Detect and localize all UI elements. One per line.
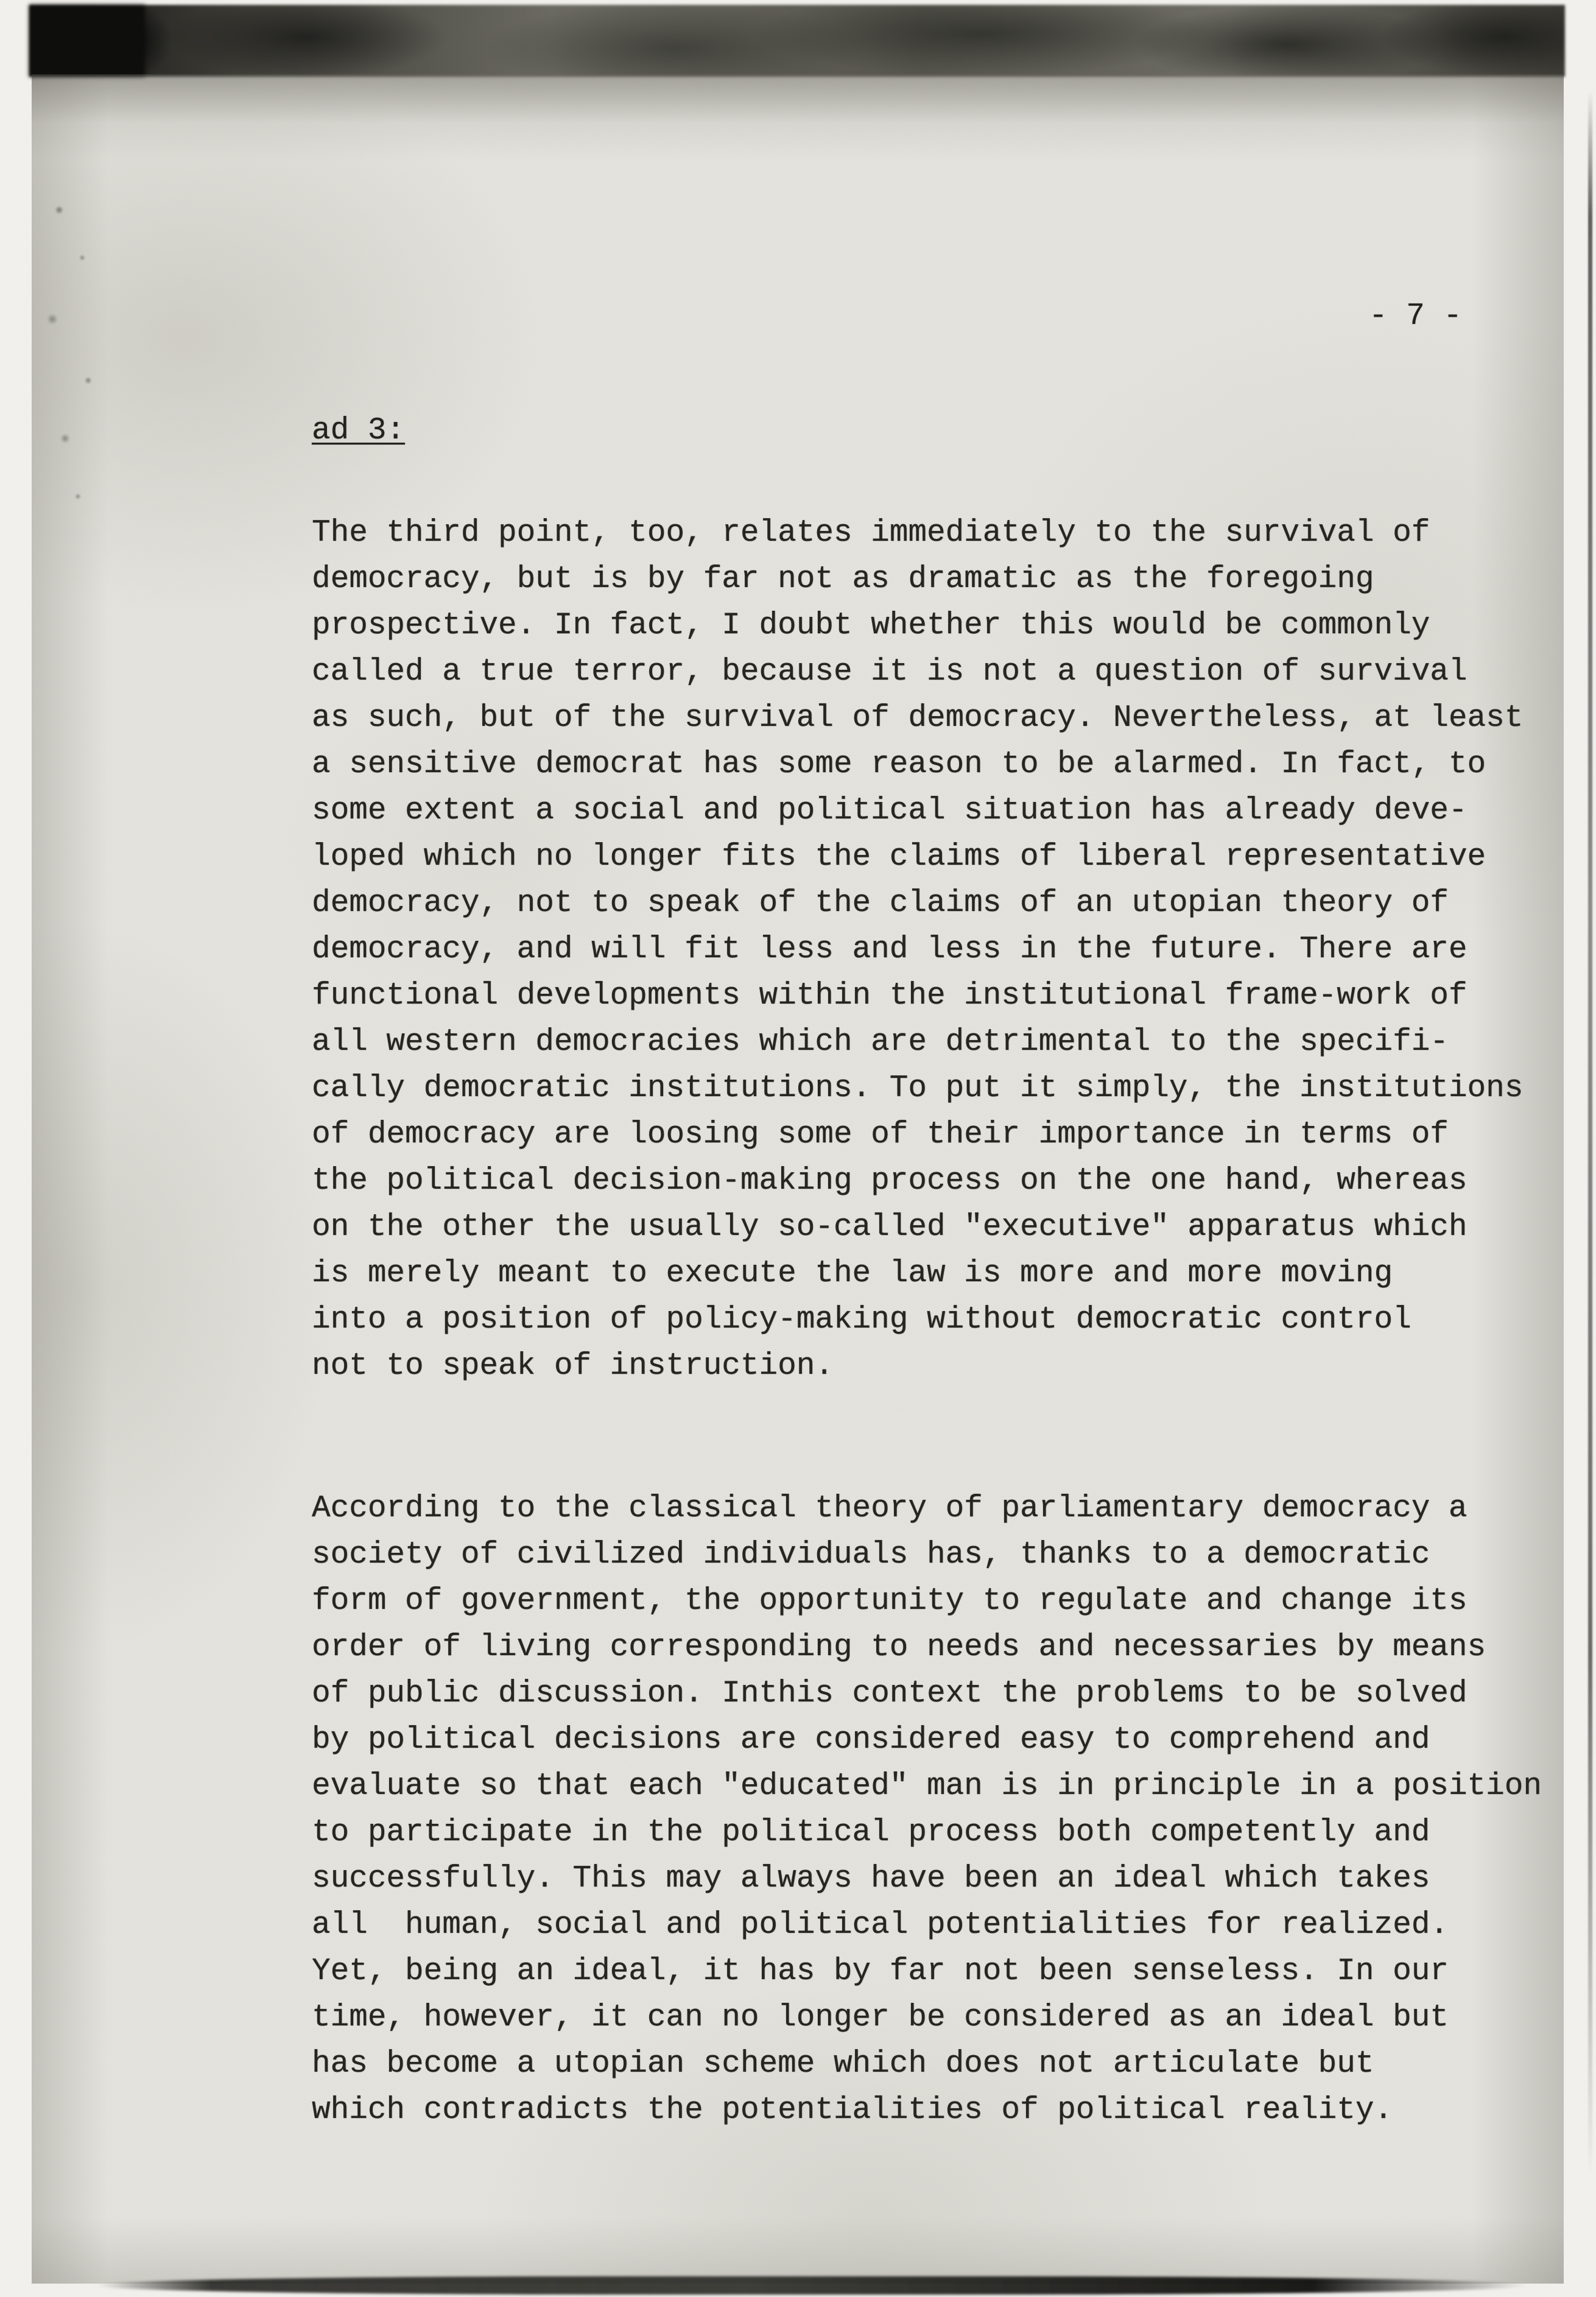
text-line: the political decision-making process on the one hand, whereas — [312, 1164, 1468, 1198]
paragraph-2 — [312, 1486, 1596, 2134]
text-line: of democracy are loosing some of their importance in terms of — [312, 1117, 1449, 1152]
text-line: into a position of policy-making without democratic control — [312, 1303, 1411, 1337]
text-line: The third point, too, relates immediately to the survival of — [312, 516, 1430, 551]
text-line: called a true terror, because it is not a question of survival — [312, 655, 1468, 689]
text-line: has become a utopian scheme which does not articulate but — [312, 2047, 1374, 2081]
text-line: as such, but of the survival of democracy. Nevertheless, at least — [312, 701, 1524, 736]
text-line: order of living corresponding to needs and necessaries by means — [312, 1630, 1486, 1665]
text-line: prospective. In fact, I doubt whether this would be commonly — [312, 608, 1430, 643]
text-line: all human, social and political potentialities for realized. — [312, 1908, 1449, 1943]
scan-artifact-margin-speckles — [35, 183, 121, 524]
text-line: form of government, the opportunity to regulate and change its — [312, 1584, 1468, 1619]
text-line: democracy, but is by far not as dramatic as the foregoing — [312, 562, 1374, 597]
text-line: on the other the usually so-called "executive" apparatus which — [312, 1210, 1468, 1245]
text-line: to participate in the political process both competently and — [312, 1815, 1430, 1850]
paragraph-1 — [312, 510, 1596, 1390]
text-line: of public discussion. Inthis context the problems to be solved — [312, 1676, 1468, 1711]
text-line: not to speak of instruction. — [312, 1349, 834, 1384]
text-line: democracy, not to speak of the claims of an utopian theory of — [312, 886, 1449, 921]
text-line: time, however, it can no longer be considered as an ideal but — [312, 2000, 1449, 2035]
text-line: Yet, being an ideal, it has by far not been senseless. In our — [312, 1954, 1449, 1989]
text-line: all western democracies which are detrimental to the specifi- — [312, 1025, 1449, 1060]
scan-artifact-corner-block — [29, 5, 145, 77]
scan-artifact-band-fade — [32, 74, 1564, 123]
scan-artifact-top-band — [29, 5, 1565, 77]
section-heading: ad 3: — [312, 413, 406, 448]
text-line: democracy, and will fit less and less in the future. There are — [312, 932, 1468, 967]
page-number: - 7 - — [1369, 299, 1463, 334]
text-line: is merely meant to execute the law is more and more moving — [312, 1256, 1393, 1291]
text-line: evaluate so that each "educated" man is in principle in a position — [312, 1769, 1542, 1804]
text-line: functional developments within the institutional frame-work of — [312, 979, 1468, 1013]
text-line: successfully. This may always have been an ideal which takes — [312, 1862, 1430, 1896]
text-line: loped which no longer fits the claims of liberal representative — [312, 840, 1486, 874]
scan-artifact-bottom-band — [96, 2276, 1528, 2295]
text-line: by political decisions are considered easy to comprehend and — [312, 1723, 1430, 1757]
text-line: which contradicts the potentialities of political reality. — [312, 2093, 1393, 2128]
text-line: society of civilized individuals has, thanks to a democratic — [312, 1538, 1430, 1572]
text-line: cally democratic institutions. To put it simply, the institutions — [312, 1071, 1524, 1106]
text-line: some extent a social and political situation has already deve- — [312, 793, 1468, 828]
text-line: a sensitive democrat has some reason to be alarmed. In fact, to — [312, 747, 1486, 782]
text-line: According to the classical theory of parliamentary democracy a — [312, 1491, 1468, 1526]
scan-artifact-right-edge-line — [1588, 91, 1592, 2174]
paper-sheet — [32, 72, 1564, 2284]
